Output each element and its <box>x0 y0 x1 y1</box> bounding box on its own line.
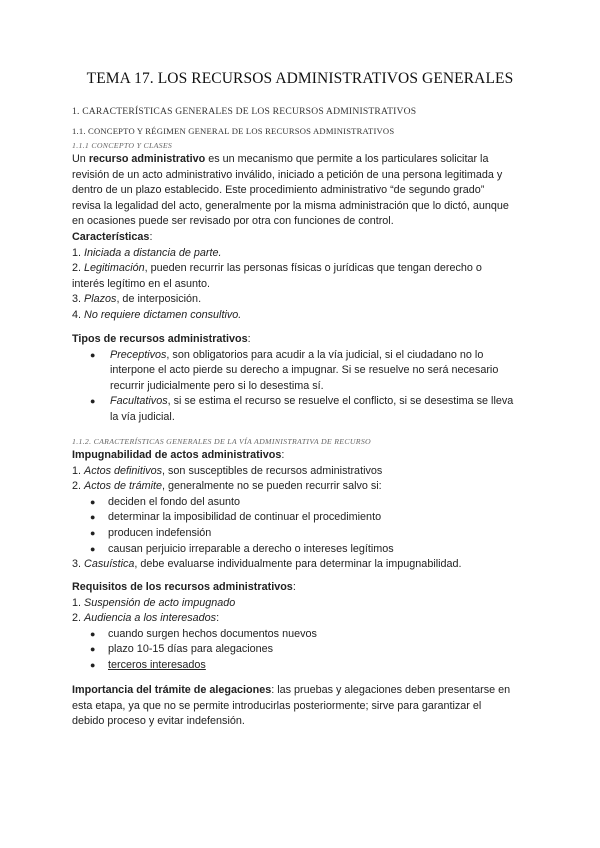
list-item: ● causan perjuicio irreparable a derecho o intereses legítimos <box>72 542 532 558</box>
list-item: ● determinar la imposibilidad de continuar el procedimiento <box>72 510 532 526</box>
list-item: 2. Legitimación, pueden recurrir las personas físicas o jurídicas que tengan derecho o <box>72 262 482 275</box>
caracteristicas-heading: Características: <box>72 231 153 243</box>
list-item: ● deciden el fondo del asunto <box>72 495 532 511</box>
section-heading-1-1-2: 1.1.2. CARACTERÍSTICAS GENERALES DE LA VÍA ADMINISTRATIVA DE RECURSO <box>72 437 371 446</box>
page-title: TEMA 17. LOS RECURSOS ADMINISTRATIVOS GENERALES <box>86 70 514 87</box>
terceros-interesados-link[interactable]: terceros interesados <box>108 658 206 671</box>
list-item: 3. Casuística, debe evaluarse individualmente para determinar la impugnabilidad. <box>72 558 462 571</box>
bullet-icon: ● <box>90 349 96 360</box>
recurso-administrativo-term: recurso administrativo <box>88 153 206 165</box>
impugnabilidad-heading: Impugnabilidad de actos administrativos: <box>72 449 285 461</box>
bullet-icon: ● <box>90 496 96 507</box>
intro-paragraph: Un recurso administrativo es un mecanismo que permite a los particulares solicitar la revisión de un acto administrativo inválido, iniciado a petición de una persona legitimada y dentro de un plazo establecido. Este procedimiento administrativo “de segundo grado” revisa la legalidad del acto, generalmente por la misma administración que lo dictó, aunque en ocasiones puede ser revisado por otra con funciones de control. <box>72 153 509 228</box>
list-item: 1. Suspensión de acto impugnado <box>72 596 236 609</box>
bullet-icon: ● <box>90 644 96 655</box>
list-item: 2. Audiencia a los interesados: <box>72 612 220 625</box>
requisitos-heading: Requisitos de los recursos administrativos: <box>72 581 296 593</box>
impugnabilidad-block <box>72 448 532 573</box>
section-heading-1: 1. CARACTERÍSTICAS GENERALES DE LOS RECURSOS ADMINISTRATIVOS <box>72 106 417 117</box>
list-item: ● Preceptivos, son obligatorios para acudir a la vía judicial, si el ciudadano no lo interpone el acto pierde su derecho a impugnar. Si se resuelve no será necesario recurrir judicialmente pero si lo desestima sí. <box>90 348 499 392</box>
tipos-heading: Tipos de recursos administrativos: <box>72 333 251 345</box>
list-item <box>72 658 532 674</box>
bullet-icon: ● <box>90 527 96 538</box>
bullet-icon: ● <box>90 512 96 523</box>
list-item: 4. No requiere dictamen consultivo. <box>72 308 242 321</box>
list-item: ● cuando surgen hechos documentos nuevos <box>72 627 532 643</box>
list-item: 1. Actos definitivos, son susceptibles de recursos administrativos <box>72 464 383 477</box>
requisitos-block <box>72 580 532 674</box>
tipos-block <box>72 332 532 426</box>
section-heading-1-1-1: 1.1.1 CONCEPTO Y CLASES <box>72 141 173 150</box>
section-heading-1-1: 1.1. CONCEPTO Y RÉGIMEN GENERAL DE LOS RECURSOS ADMINISTRATIVOS <box>72 126 395 136</box>
bullet-icon: ● <box>90 543 96 554</box>
list-item: 1. Iniciada a distancia de parte. <box>72 246 222 259</box>
bullet-icon: ● <box>90 628 96 639</box>
list-item: 2. Actos de trámite, generalmente no se pueden recurrir salvo si: <box>72 480 382 493</box>
list-item: ● Facultativos, si se estima el recurso se resuelve el conflicto, si se desestima se lleva la vía judicial. <box>90 395 514 423</box>
bullet-icon: ● <box>90 659 96 670</box>
list-item: ● producen indefensión <box>72 526 532 542</box>
caracteristicas-block: Características: 1. Iniciada a distancia de parte. 2. Legitimación, pueden recurrir las personas físicas o jurídicas que tengan derecho o interés legítimo en el asunto. 3. Plazos, de interposición. 4. No requiere dictamen consultivo. <box>72 230 532 324</box>
list-item: 3. Plazos, de interposición. <box>72 293 202 306</box>
importancia-paragraph: Importancia del trámite de alegaciones: las pruebas y alegaciones deben presentarse en esta etapa, ya que no se permite introducirlas posteriormente; sirve para garantizar el debido proceso y evitar indefensión. <box>72 684 511 728</box>
bullet-icon: ● <box>90 396 96 407</box>
list-item: ● plazo 10-15 días para alegaciones <box>72 642 532 658</box>
